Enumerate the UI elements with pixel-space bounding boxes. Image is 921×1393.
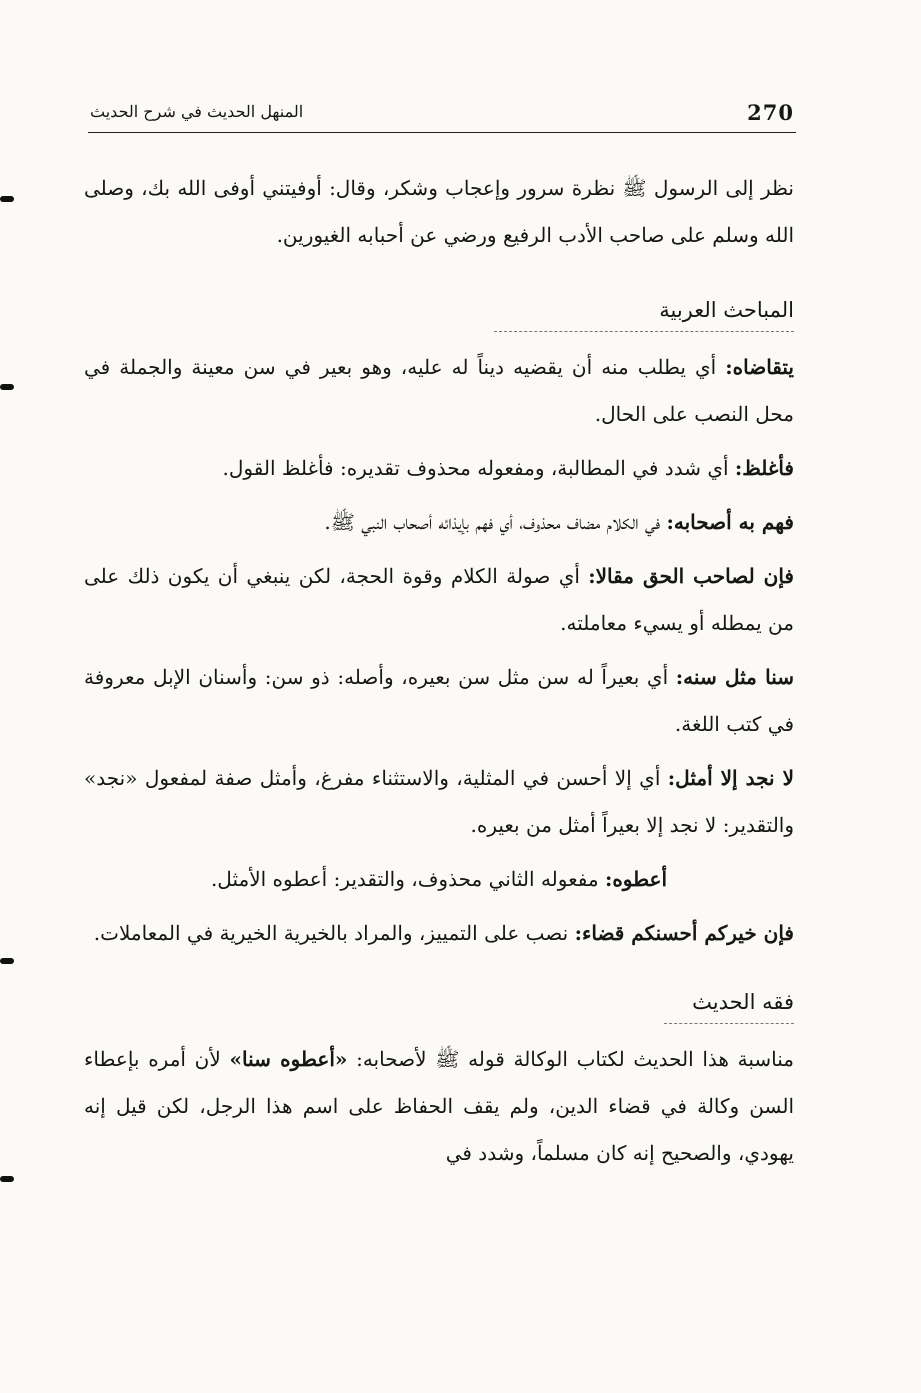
glossary-entry <box>84 499 794 546</box>
glossary-definition: أي صولة الكلام وقوة الحجة، لكن ينبغي أن يكون ذلك على من يمطله أو يسيء معاملته. <box>84 564 794 635</box>
glossary-entry <box>84 344 794 438</box>
section-heading: فقه الحديث <box>664 983 794 1024</box>
glossary-term: فإن خيركم أحسنكم قضاء: <box>574 921 794 945</box>
glossary-definition: أي شدد في المطالبة، ومفعوله محذوف تقديره: فأغلظ القول. <box>222 456 735 480</box>
glossary-term: فأغلظ: <box>734 456 794 480</box>
glossary-entry <box>84 755 794 849</box>
glossary-entry <box>84 856 794 903</box>
glossary-entry <box>84 445 794 492</box>
glossary-definition: أي يطلب منه أن يقضيه ديناً له عليه، وهو بعير في سن معينة والجملة في محل النصب على الحال. <box>84 355 794 426</box>
intro-paragraph: نظر إلى الرسول ﷺ نظرة سرور وإعجاب وشكر، وقال: أوفيتني أوفى الله بك، وصلى الله وسلم على صاحب الأدب الرفيع ورضي عن أحبابه الغيورين. <box>84 176 794 247</box>
page-header <box>88 98 796 133</box>
glossary-definition: في الكلام مضاف محذوف، أي فهم بإيذائه أصحاب النبي ﷺ. <box>324 510 667 534</box>
glossary-definition: نصب على التمييز، والمراد بالخيرية الخيرية في المعاملات. <box>93 921 575 945</box>
glossary-definition: أي بعيراً له سن مثل سن بعيره، وأصله: ذو سن: وأسنان الإبل معروفة في كتب اللغة. <box>84 665 794 736</box>
fiqh-quote: «أعطوه سنا» <box>229 1047 348 1071</box>
page-body <box>84 165 794 1184</box>
glossary-term: فهم به أصحابه: <box>666 510 794 534</box>
glossary-term: يتقاضاه: <box>725 355 794 379</box>
fiqh-rest: لأن أمره بإعطاء السن وكالة في قضاء الدين، ولم يقف الحفاظ على اسم هذا الرجل، لكن قيل إنه يهودي، والصحيح إنه كان مسلماً، وشدد في <box>84 1047 794 1165</box>
glossary-term: فإن لصاحب الحق مقالا: <box>588 564 794 588</box>
margin-mark <box>0 196 14 202</box>
fiqh-lead: مناسبة هذا الحديث لكتاب الوكالة قوله ﷺ لأصحابه: <box>347 1047 795 1071</box>
margin-mark <box>0 958 14 964</box>
section-arabic-studies <box>84 287 794 344</box>
glossary-entry <box>84 910 794 957</box>
margin-mark <box>0 384 14 390</box>
glossary-definition: أي إلا أحسن في المثلية، والاستثناء مفرغ، وأمثل صفة لمفعول «نجد» والتقدير: لا نجد إلا بعيراً أمثل من بعيره. <box>84 766 794 837</box>
glossary-term: لا نجد إلا أمثل: <box>667 766 794 790</box>
page-number: 270 <box>747 100 794 125</box>
glossary-definition: مفعوله الثاني محذوف، والتقدير: أعطوه الأمثل. <box>210 867 605 891</box>
glossary-entry <box>84 654 794 748</box>
fiqh-paragraph <box>84 1036 794 1177</box>
glossary-term: سنا مثل سنه: <box>675 665 794 689</box>
running-title: المنهل الحديث في شرح الحديث <box>90 102 304 121</box>
section-heading: المباحث العربية <box>494 291 794 332</box>
section-hadith-fiqh <box>84 979 794 1036</box>
glossary-term: أعطوه: <box>604 867 668 891</box>
margin-mark <box>0 1176 14 1182</box>
glossary-entry <box>84 553 794 647</box>
